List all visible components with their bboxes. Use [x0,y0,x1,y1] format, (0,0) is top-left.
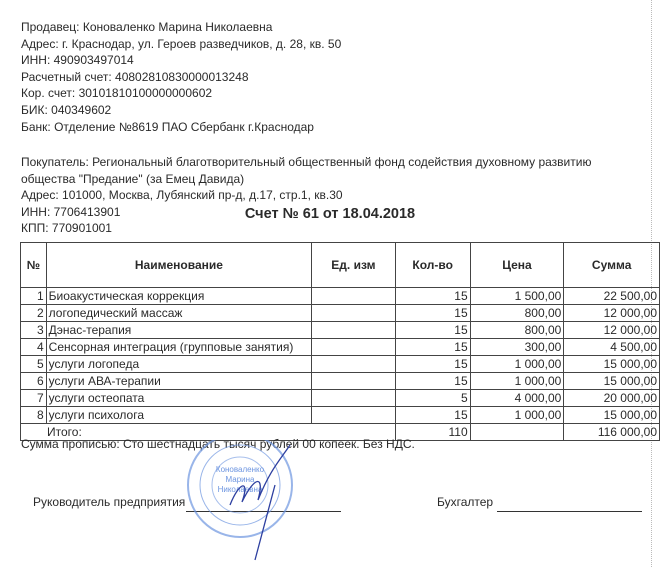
item-unit [312,373,396,390]
col-sum: Сумма [564,243,660,288]
accountant-label: Бухгалтер [437,495,494,509]
buyer-inn: ИНН: 7706413901 [21,204,121,219]
item-price: 300,00 [470,339,564,356]
col-qty: Кол-во [395,243,470,288]
table-row [21,373,660,390]
row-number: 4 [21,339,47,356]
item-sum: 15 000,00 [564,407,660,424]
row-number: 8 [21,407,47,424]
svg-text:Марина: Марина [225,475,255,484]
seller-account: Расчетный счет: 40802810830000013248 [21,69,249,84]
table-row [21,390,660,407]
col-unit: Ед. изм [312,243,396,288]
item-qty: 15 [395,339,470,356]
item-sum: 15 000,00 [564,356,660,373]
item-name: логопедический массаж [46,305,311,322]
accountant-signature-line [497,511,642,512]
stamp-and-signature [180,440,360,567]
total-sum: 116 000,00 [564,424,660,441]
row-number: 2 [21,305,47,322]
item-unit [312,390,396,407]
item-name: услуги АВА-терапии [46,373,311,390]
table-row [21,339,660,356]
row-number: 1 [21,288,47,305]
col-price: Цена [470,243,564,288]
seller-corr-account: Кор. счет: 30101810100000000602 [21,86,213,101]
seller-address: Адрес: г. Краснодар, ул. Героев разведчиков, д. 28, кв. 50 [21,36,342,51]
item-price: 4 000,00 [470,390,564,407]
table-row [21,322,660,339]
buyer-address: Адрес: 101000, Москва, Лубянский пр-д, д.17, стр.1, кв.30 [21,188,343,203]
item-price: 800,00 [470,305,564,322]
row-number: 6 [21,373,47,390]
item-name: Сенсорная интеграция (групповые занятия) [46,339,311,356]
item-price: 800,00 [470,322,564,339]
item-qty: 15 [395,305,470,322]
buyer-name: Покупатель: Региональный благотворительный общественный фонд содействия духовному развитию [21,155,592,169]
item-price: 1 000,00 [470,407,564,424]
item-qty: 15 [395,407,470,424]
item-sum: 12 000,00 [564,305,660,322]
item-qty: 15 [395,356,470,373]
row-number: 3 [21,322,47,339]
item-unit [312,356,396,373]
item-qty: 5 [395,390,470,407]
amount-in-words: Сумма прописью: Сто шестнадцать тысяч рублей 00 копеек. Без НДС. [21,437,415,451]
item-unit [312,305,396,322]
item-price: 1 000,00 [470,373,564,390]
item-price: 1 500,00 [470,288,564,305]
item-unit [312,288,396,305]
item-sum: 22 500,00 [564,288,660,305]
seller-inn: ИНН: 490903497014 [21,53,134,68]
item-sum: 4 500,00 [564,339,660,356]
buyer-name-cont: общества "Предание" (за Емец Давида) [21,171,245,186]
total-label: Итого: [21,424,396,441]
item-qty: 15 [395,373,470,390]
item-unit [312,339,396,356]
total-qty: 110 [395,424,470,441]
col-name: Наименование [46,243,311,288]
svg-text:Коноваленко: Коноваленко [215,465,265,474]
item-qty: 15 [395,288,470,305]
table-row [21,305,660,322]
item-unit [312,322,396,339]
item-name: услуги остеопата [46,390,311,407]
seller-name: Продавец: Коноваленко Марина Николаевна [21,20,273,34]
buyer-kpp: КПП: 770901001 [21,221,112,236]
table-row [21,288,660,305]
seller-bik: БИК: 040349602 [21,102,112,117]
invoice-title: Счет № 61 от 18.04.2018 [244,206,416,222]
total-price-empty [470,424,564,441]
table-header [21,243,660,288]
item-name: услуги психолога [46,407,311,424]
row-number: 5 [21,356,47,373]
seller-bank: Банк: Отделение №8619 ПАО Сбербанк г.Краснодар [21,119,314,134]
item-sum: 15 000,00 [564,373,660,390]
director-label: Руководитель предприятия [33,495,186,509]
item-name: Дэнас-терапия [46,322,311,339]
col-number: № [21,243,47,288]
table-row [21,407,660,424]
svg-text:Николаевна: Николаевна [217,485,263,494]
item-unit [312,407,396,424]
item-price: 1 000,00 [470,356,564,373]
item-qty: 15 [395,322,470,339]
row-number: 7 [21,390,47,407]
table-row [21,356,660,373]
item-sum: 12 000,00 [564,322,660,339]
seller-info [21,19,341,135]
invoice-table [20,242,660,441]
item-name: Биоакустическая коррекция [46,288,311,305]
item-sum: 20 000,00 [564,390,660,407]
item-name: услуги логопеда [46,356,311,373]
buyer-info [21,154,591,237]
